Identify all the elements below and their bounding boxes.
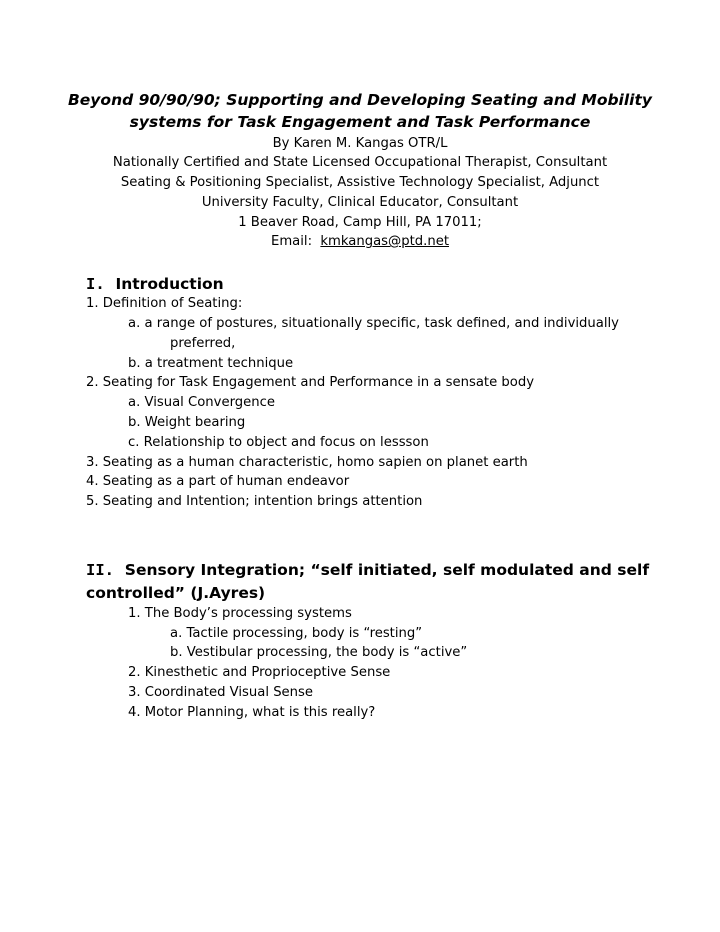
section-1-heading: [86, 272, 224, 296]
section-2-heading: [86, 558, 649, 582]
list-item: b. Weight bearing: [128, 415, 246, 430]
list-item: 4. Motor Planning, what is this really?: [128, 705, 376, 720]
section-1-title: Introduction: [115, 275, 224, 293]
list-item: b. Vestibular processing, the body is “active”: [170, 645, 468, 660]
list-item: 1. The Body’s processing systems: [128, 606, 352, 621]
list-item: c. Relationship to object and focus on lessson: [128, 435, 429, 450]
list-item-continuation: preferred,: [170, 336, 236, 351]
email-label: Email:: [270, 234, 313, 249]
author-credentials-line-1: Nationally Certified and State Licensed Occupational Therapist, Consultant: [112, 155, 608, 170]
author-credentials-line-2: Seating & Positioning Specialist, Assistive Technology Specialist, Adjunct: [120, 175, 600, 190]
author-byline: By Karen M. Kangas OTR/L: [272, 136, 448, 151]
document-title-line-2: systems for Task Engagement and Task Performance: [129, 113, 591, 131]
list-item: a. Tactile processing, body is “resting”: [170, 626, 423, 641]
list-item: 5. Seating and Intention; intention brings attention: [86, 494, 423, 509]
section-2-number: II.: [86, 561, 114, 579]
list-item: 4. Seating as a part of human endeavor: [86, 474, 350, 489]
list-item: 2. Kinesthetic and Proprioceptive Sense: [128, 665, 391, 680]
document-title-line-1: Beyond 90/90/90; Supporting and Developing Seating and Mobility: [67, 91, 653, 109]
section-2-title-line-1: Sensory Integration; “self initiated, self modulated and self: [124, 561, 650, 579]
list-item: 2. Seating for Task Engagement and Performance in a sensate body: [86, 375, 535, 390]
list-item: b. a treatment technique: [128, 356, 294, 371]
section-2-title-line-2: controlled” (J.Ayres): [86, 584, 266, 602]
list-item: a. a range of postures, situationally specific, task defined, and individually: [128, 316, 619, 331]
author-credentials-line-3: University Faculty, Clinical Educator, Consultant: [201, 195, 519, 210]
author-email-line: [40, 232, 680, 252]
list-item: 1. Definition of Seating:: [86, 296, 243, 311]
section-1-number: I.: [86, 275, 105, 293]
list-item: a. Visual Convergence: [128, 395, 275, 410]
list-item: 3. Coordinated Visual Sense: [128, 685, 314, 700]
list-item: 3. Seating as a human characteristic, homo sapien on planet earth: [86, 455, 528, 470]
email-link[interactable]: kmkangas@ptd.net: [320, 234, 449, 249]
author-address: 1 Beaver Road, Camp Hill, PA 17011;: [238, 215, 482, 230]
